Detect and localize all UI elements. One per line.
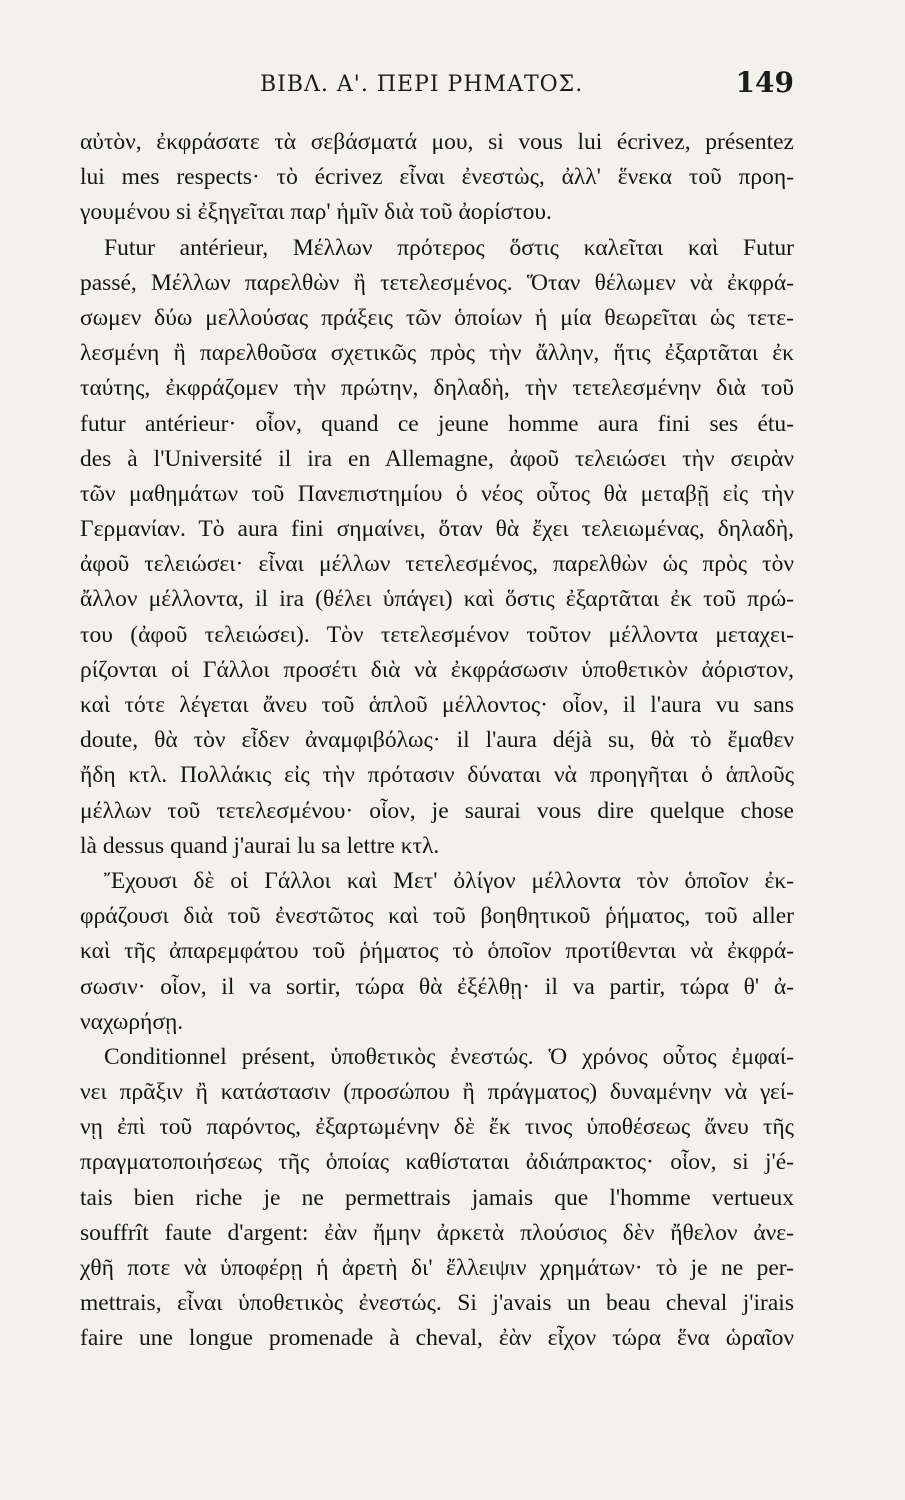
text-line: μέλλων τοῦ τετελεσμένου· οἷον, je saurai vous dire quelque chose: [80, 797, 794, 824]
text-line: doute, θὰ τὸν εἶδεν ἀναμφιβόλως· il l'aura déjà su, θὰ τὸ ἔμαθεν: [80, 727, 794, 754]
text-line: ναχωρήσῃ.: [80, 1008, 184, 1035]
text-line: ἤδη κτλ. Πολλάκις εἰς τὴν πρότασιν δύναται νὰ προηγῆται ὁ ἁπλοῦς: [80, 762, 794, 789]
text-line: γουμένου si ἐξηγεῖται παρ' ἡμῖν διὰ τοῦ ἀορίστου.: [80, 199, 552, 226]
text-line: des à l'Université il ira en Allemagne, ἀφοῦ τελειώσει τὴν σειρὰν: [80, 445, 794, 472]
text-line: ἀφοῦ τελειώσει· εἶναι μέλλων τετελεσμένος, παρελθὼν ὡς πρὸς τὸν: [80, 551, 794, 578]
text-line: καὶ τῆς ἀπαρεμφάτου τοῦ ῥήματος τὸ ὁποῖον προτίθενται νὰ ἐκφρά-: [80, 938, 794, 965]
body-text: [80, 125, 794, 1357]
text-line: Ἔχουσι δὲ οἱ Γάλλοι καὶ Μετ' ὀλίγον μέλλοντα τὸν ὁποῖον ἐκ-: [104, 867, 794, 894]
text-line: ταύτης, ἐκφράζομεν τὴν πρώτην, δηλαδὴ, τὴν τετελεσμένην διὰ τοῦ: [80, 375, 794, 402]
text-line: σωμεν δύω μελλούσας πράξεις τῶν ὁποίων ἡ μία θεωρεῖται ὡς τετε-: [80, 304, 794, 331]
text-line: τῶν μαθημάτων τοῦ Πανεπιστημίου ὁ νέος οὗτος θὰ μεταβῇ εἰς τὴν: [80, 480, 794, 507]
text-line: νει πρᾶξιν ἢ κατάστασιν (προσώπου ἢ πράγματος) δυναμένην νὰ γεί-: [80, 1079, 794, 1106]
running-title: ΒΙΒΛ. Α'. ΠΕΡΙ ΡΗΜΑΤΟΣ.: [260, 72, 584, 97]
text-line: Conditionnel présent, ὑποθετικὸς ἐνεστώς. Ὁ χρόνος οὗτος ἐμφαί-: [104, 1043, 794, 1070]
text-line: souffrît faute d'argent: ἐὰν ἤμην ἀρκετὰ πλούσιος δὲν ἤθελον ἀνε-: [80, 1219, 794, 1246]
text-line: αὐτὸν, ἐκφράσατε τὰ σεβάσματά μου, si vous lui écrivez, présentez: [80, 129, 794, 155]
text-line: ἄλλον μέλλοντα, il ira (θέλει ὑπάγει) καὶ ὅστις ἐξαρτᾶται ἐκ τοῦ πρώ-: [80, 586, 794, 613]
text-line: Futur antérieur, Μέλλων πρότερος ὅστις καλεῖται καὶ Futur: [104, 234, 794, 261]
page-number: 149: [735, 66, 794, 99]
text-line: là dessus quand j'aurai lu sa lettre κτλ.: [80, 832, 440, 859]
text-line: ρίζονται οἱ Γάλλοι προσέτι διὰ νὰ ἐκφράσωσιν ὑποθετικὸν ἀόριστον,: [80, 656, 794, 683]
text-line: faire une longue promenade à cheval, ἐὰν εἶχον τώρα ἕνα ὡραῖον: [80, 1325, 794, 1352]
text-line: σωσιν· οἷον, il va sortir, τώρα θὰ ἐξέλθῃ· il va partir, τώρα θ' ἀ-: [80, 973, 794, 1000]
text-line: πραγματοποιήσεως τῆς ὁποίας καθίσταται ἀδιάπρακτος· οἷον, si j'é-: [80, 1149, 794, 1176]
text-line: του (ἀφοῦ τελειώσει). Τὸν τετελεσμένον τοῦτον μέλλοντα μεταχει-: [80, 621, 794, 648]
text-line: καὶ τότε λέγεται ἄνευ τοῦ ἁπλοῦ μέλλοντος· οἷον, il l'aura vu sans: [80, 692, 794, 718]
text-line: Γερμανίαν. Τὸ aura fini σημαίνει, ὅταν θὰ ἔχει τελειωμένας, δηλαδὴ,: [80, 516, 794, 543]
text-line: λεσμένη ἢ παρελθοῦσα σχετικῶς πρὸς τὴν ἄλλην, ἥτις ἐξαρτᾶται ἐκ: [80, 340, 794, 367]
text-line: tais bien riche je ne permettrais jamais que l'homme vertueux: [80, 1184, 794, 1211]
text-line: futur antérieur· οἷον, quand ce jeune homme aura fini ses étu-: [80, 410, 794, 437]
text-line: νῃ ἐπὶ τοῦ παρόντος, ἐξαρτωμένην δὲ ἔκ τινος ὑποθέσεως ἄνευ τῆς: [80, 1114, 794, 1141]
text-line: passé, Μέλλων παρελθὼν ἢ τετελεσμένος. Ὅταν θέλωμεν νὰ ἐκφρά-: [80, 269, 794, 296]
text-line: mettrais, εἶναι ὑποθετικὸς ἐνεστώς. Si j'avais un beau cheval j'irais: [80, 1290, 794, 1317]
text-line: χθῆ ποτε νὰ ὑποφέρῃ ἡ ἀρετὴ δι' ἔλλειψιν χρημάτων· τὸ je ne per-: [80, 1255, 794, 1281]
page-header: [80, 66, 794, 108]
text-line: lui mes respects· τὸ écrivez εἶναι ἐνεστὼς, ἀλλ' ἕνεκα τοῦ προη-: [80, 164, 794, 191]
text-line: φράζουσι διὰ τοῦ ἐνεστῶτος καὶ τοῦ βοηθητικοῦ ῥήματος, τοῦ aller: [80, 903, 794, 930]
